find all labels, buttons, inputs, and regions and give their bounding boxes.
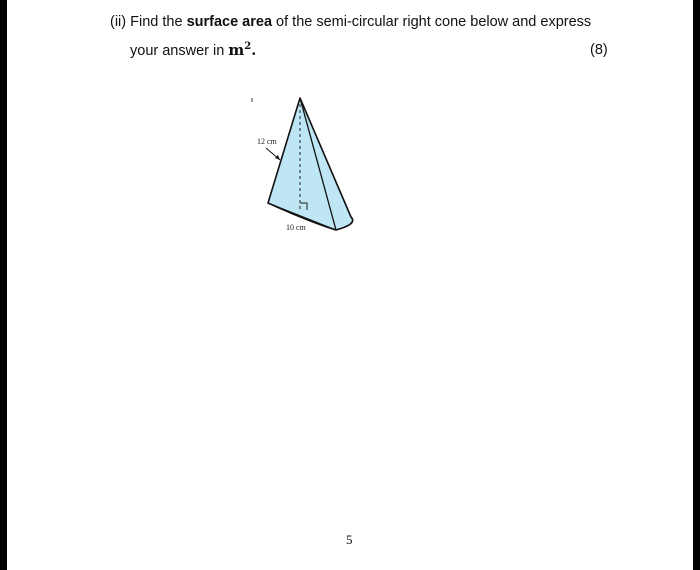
right-edge-bar: [693, 0, 700, 570]
question-line2-prefix: your answer in: [130, 43, 229, 59]
unit-symbol: [228, 41, 251, 59]
question-line-1: [110, 14, 591, 30]
unit-exponent: 2: [244, 41, 252, 52]
semi-circular-cone-figure: [240, 92, 370, 242]
base-length-label: 10 cm: [286, 223, 306, 232]
slant-length-label: 12 cm: [257, 137, 277, 146]
question-middle: of the semi-circular right cone below and express: [272, 14, 592, 30]
question-line-2: [130, 41, 256, 59]
left-edge-bar: [0, 0, 7, 570]
unit-base: m: [228, 41, 245, 59]
marks-allocation: (8): [590, 42, 608, 58]
question-bold-phrase: surface area: [186, 14, 273, 30]
question-prefix: (ii) Find the: [110, 14, 187, 30]
question-line2-suffix: .: [251, 41, 257, 59]
cone-surface: [268, 98, 353, 230]
page-number: 5: [346, 532, 353, 547]
